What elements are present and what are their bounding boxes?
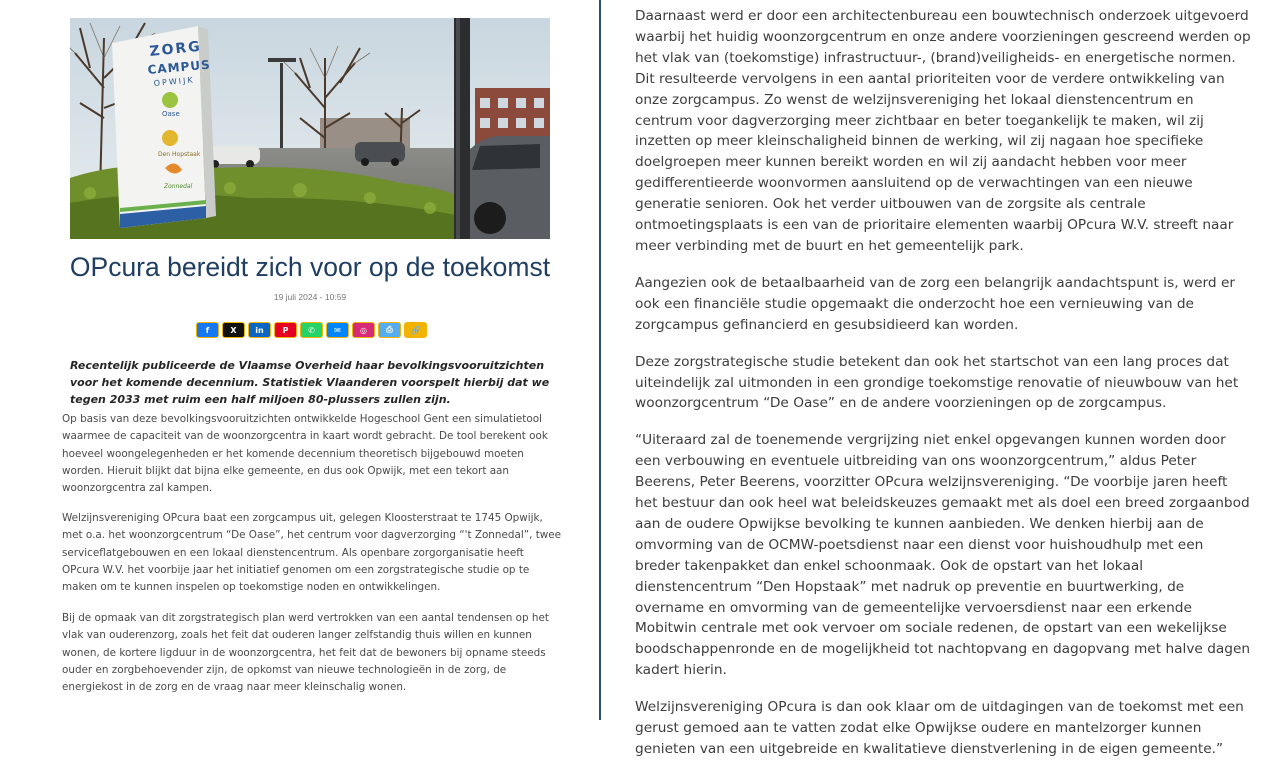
copy-link-icon: 🔗 (410, 325, 421, 335)
sign-logo3: Zonnedal (164, 183, 193, 190)
share-copy-link-button[interactable] (404, 322, 427, 338)
x-icon: X (230, 325, 237, 335)
oase-logo-icon (162, 92, 178, 108)
article-intro: Recentelijk publiceerde de Vlaamse Overheid haar bevolkingsvooruitzichten voor het komende decennium. Statistiek Vlaanderen voorspelt hierbij dat we tegen 2033 met ruim een half miljoen 80-plussers zullen zijn. (70, 359, 550, 406)
sign-line1: ZORG (148, 38, 203, 60)
whatsapp-icon: ✆ (308, 325, 315, 335)
sign-logo2: Den Hopstaak (158, 151, 201, 158)
right-article-panel (635, 6, 1251, 776)
share-linkedin-button[interactable] (248, 322, 271, 338)
article-date: 19 juli 2024 - 10:59 (273, 292, 347, 302)
right-paragraph-2: Aangezien ook de betaalbaarheid van de zorg een belangrijk aandachtspunt is, werd er ook een financiële studie opgemaakt die onderzocht hoe een vernieuwing van de zorgcampus gefinancierd en gesubsidieerd kan worden. (635, 274, 1236, 333)
share-print-button[interactable] (378, 322, 401, 338)
pinterest-icon: P (282, 325, 289, 335)
share-x-button[interactable] (222, 322, 245, 338)
left-paragraph-3: Bij de opmaak van dit zorgstrategisch plan werd vertrokken van een aantal tendensen op het vlak van ouderenzorg, zoals het feit dat ouderen langer zelfstandig thuis willen en kunnen wonen, de kortere ligduur in de woonzorgcentra, het feit dat de bewoners bij opname steeds ouder en zorgbehoevender zijn, de opkomst van nieuwe technologieën in de zorg, de energiekost in de zorg en de vraag naar meer kleinschalig wonen. (62, 612, 549, 694)
left-paragraph-1: Op basis van deze bevolkingsvooruitzichten ontwikkelde Hogeschool Gent een simulatietool waarmee de capaciteit van de woonzorgcentra in kaart wordt gebracht. De tool berekent ook hoeveel woongelegenheden er het komende decennium theoretisch bijgebouwd moeten worden. Hieruit blijkt dat bijna elke gemeente, en dus ook Opwijk, met een tekort aan woonzorgcentra zal kampen. (62, 413, 548, 495)
share-instagram-button[interactable] (352, 322, 375, 338)
left-paragraph-2: Welzijnsvereniging OPcura baat een zorgcampus uit, gelegen Kloosterstraat te 1745 Opwijk, met o.a. het woonzorgcentrum “De Oase”, het centrum voor dagverzorging “'t Zonnedal”, twee serviceflatgebouwen en een lokaal dienstencentrum. Als openbare zorgorganisatie heeft OPcura W.V. het voorbije jaar het initiatief genomen om een zorgstrategische studie op te maken om te kunnen inspelen op toekomstige noden en ontwikkelingen. (62, 512, 562, 594)
zorgcampus-photo (70, 18, 550, 239)
right-paragraph-1: Daarnaast werd er door een architectenbureau een bouwtechnisch onderzoek uitgevoerd waarbij het huidig woonzorgcentrum en onze andere voorzieningen gescreend werden op het vlak van (toekomstige) infrastructuur-, (brand)veiligheids- en energetische normen. Dit resulteerde vervolgens in een aantal prioriteiten voor de verdere ontwikkeling van onze zorgcampus. Zo wenst de welzijnsvereniging het lokaal dienstencentrum en centrum voor dagverzorging meer zichtbaar en beter toegankelijk te maken, wil zij inzetten op meer kleinschaligheid binnen de werking, wil zij nagaan hoe specifieke doelgroepen meer kunnen bereikt worden en wil zij aandacht hebben voor meer gedifferentieerde woonvormen aansluitend op de verwachtingen van een nieuwe generatie senioren. Ook het verder uitbouwen van de zorgsite als centrale ontmoetingsplaats is een van de prioritaire elementen waarbij OPcura W.V. streeft naar meer verbinding met de buurt en het gemeentelijk park. (635, 8, 1251, 254)
hopstaak-logo-icon (162, 130, 178, 146)
instagram-icon: ◎ (360, 325, 367, 335)
right-paragraph-5: Welzijnsvereniging OPcura is dan ook klaar om de uitdagingen van de toekomst met een gerust gemoed aan te vatten zodat elke Opwijkse oudere en mantelzorger kunnen genieten van een uitgebreide en kwalitatieve dienstverlening in de eigen gemeente.” (635, 699, 1244, 757)
right-paragraph-3: Deze zorgstrategische studie betekent dan ook het startschot van een lang proces dat uiteindelijk zal uitmonden in een grondige toekomstige renovatie of nieuwbouw van het woonzorgcentrum “De Oase” en de andere voorzieningen op de zorgcampus. (635, 353, 1239, 412)
share-whatsapp-button[interactable] (300, 322, 323, 338)
share-messenger-button[interactable] (326, 322, 349, 338)
share-pinterest-button[interactable] (274, 322, 297, 338)
column-divider (599, 0, 601, 720)
article-title: OPcura bereidt zich voor op de toekomst (69, 252, 551, 282)
linkedin-icon: in (255, 325, 264, 335)
sign-line2: CAMPUS (147, 57, 212, 77)
sign-logo1: Oase (162, 110, 180, 118)
print-icon: ⎙ (386, 325, 393, 334)
sign-line3: OPWIJK (153, 75, 196, 88)
hero-photo (70, 18, 550, 239)
share-buttons (196, 322, 427, 338)
share-facebook-button[interactable] (196, 322, 219, 338)
left-article-panel (0, 0, 600, 720)
facebook-icon: f (205, 325, 210, 335)
messenger-icon: ✉ (334, 325, 341, 335)
right-paragraph-4: “Uiteraard zal de toenemende vergrijzing niet enkel opgevangen kunnen worden door een verbouwing en eventuele uitbreiding van ons woonzorgcentrum,” aldus Peter Beerens, Peter Beerens, voorzitter OPcura welzijnsvereniging. “De voorbije jaren heeft het bestuur dan ook heel wat beleidskeuzes gemaakt met als doel een breed zorgaanbod aan de oudere Opwijkse bevolking te kunnen aanbieden. We denken hierbij aan de omvorming van de OCMW-poetsdienst naar een dienst voor huishoudhulp met een breder takenpakket dan enkel schoonmaak. Ook de opstart van het lokaal dienstencentrum “Den Hopstaak” met nadruk op preventie en buurtwerking, de overname en omvorming van de gemeentelijke vervoersdienst naar een erkende Mobitwin centrale met ook vervoer om sociale redenen, de opstart van een wekelijkse boodschappenronde en de mogelijkheid tot nachtopvang en dagopvang met halve dagen kadert hierin. (635, 432, 1251, 679)
